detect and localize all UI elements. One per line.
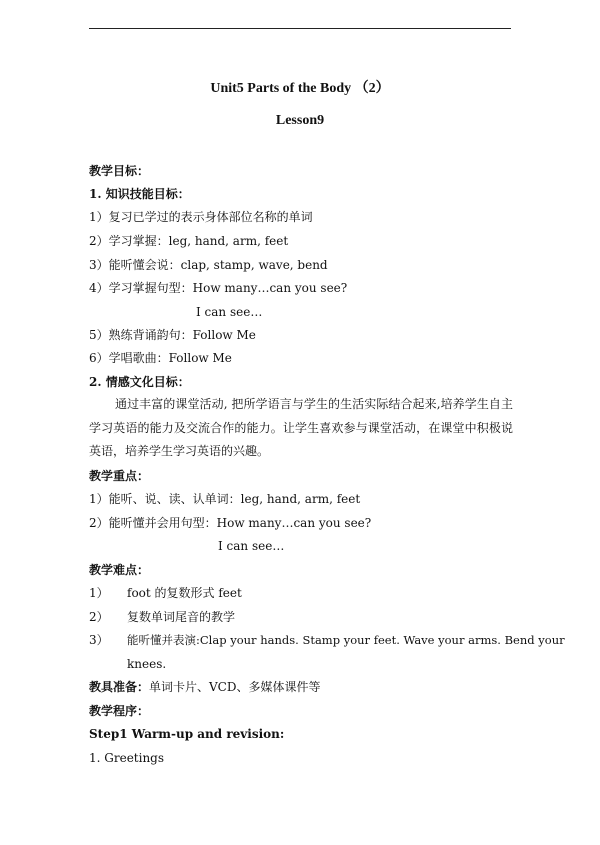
objective-item: 2）学习掌握：leg, hand, arm, feet [89, 234, 289, 248]
objective-item: 4）学习掌握句型：How many…can you see? [89, 281, 348, 295]
key-points-heading: 教学重点： [89, 469, 150, 483]
affective-heading: 2. 情感文化目标： [89, 375, 190, 389]
objective-item: 3）能听懂会说：clap, stamp, wave, bend [89, 258, 328, 272]
knowledge-heading: 1. 知识技能目标： [89, 187, 190, 201]
procedure-item: 1. Greetings [89, 751, 165, 765]
objective-item: I can see… [196, 305, 263, 319]
materials-line [89, 679, 321, 695]
difficulty-number: 2） [89, 610, 109, 624]
difficulty-text: 复数单词尾音的教学 [127, 610, 236, 624]
document-title: Unit5 Parts of the Body （2） [210, 81, 390, 96]
step1-heading: Step1 Warm-up and revision: [89, 727, 285, 741]
objective-item: 6）学唱歌曲：Follow Me [89, 351, 232, 365]
difficulty-text: 能听懂并表演:Clap your hands. Stamp your feet. Wave your arms. Bend your [127, 633, 565, 647]
lesson-title: Lesson9 [275, 113, 325, 128]
difficulty-number: 3） [89, 633, 109, 647]
key-point-item: I can see… [218, 539, 285, 553]
objective-item: 5）熟练背诵韵句：Follow Me [89, 328, 256, 342]
key-point-item: 1）能听、说、读、认单词：leg, hand, arm, feet [89, 492, 361, 506]
difficulties-heading: 教学难点： [89, 563, 150, 577]
objective-item: 1）复习已学过的表示身体部位名称的单词 [89, 210, 313, 224]
difficulty-number: 1） [89, 586, 109, 600]
key-point-item: 2）能听懂并会用句型：How many…can you see? [89, 516, 372, 530]
objectives-heading: 教学目标： [89, 164, 150, 178]
difficulty-text-continued: knees. [127, 657, 167, 671]
affective-paragraph: 通过丰富的课堂活动, 把所学语言与学生的生活实际结合起来,培养学生自主学习英语的能力及交流合作的能力。让学生喜欢参与课堂活动，在课堂中积极说英语，培养学生学习英语的兴趣。 [89, 397, 513, 458]
header-rule [89, 28, 511, 29]
difficulty-text: foot 的复数形式 feet [127, 586, 242, 600]
materials-text: 单词卡片、VCD、多媒体课件等 [149, 680, 321, 694]
procedure-heading: 教学程序： [89, 704, 150, 718]
materials-label: 教具准备： [89, 680, 150, 694]
